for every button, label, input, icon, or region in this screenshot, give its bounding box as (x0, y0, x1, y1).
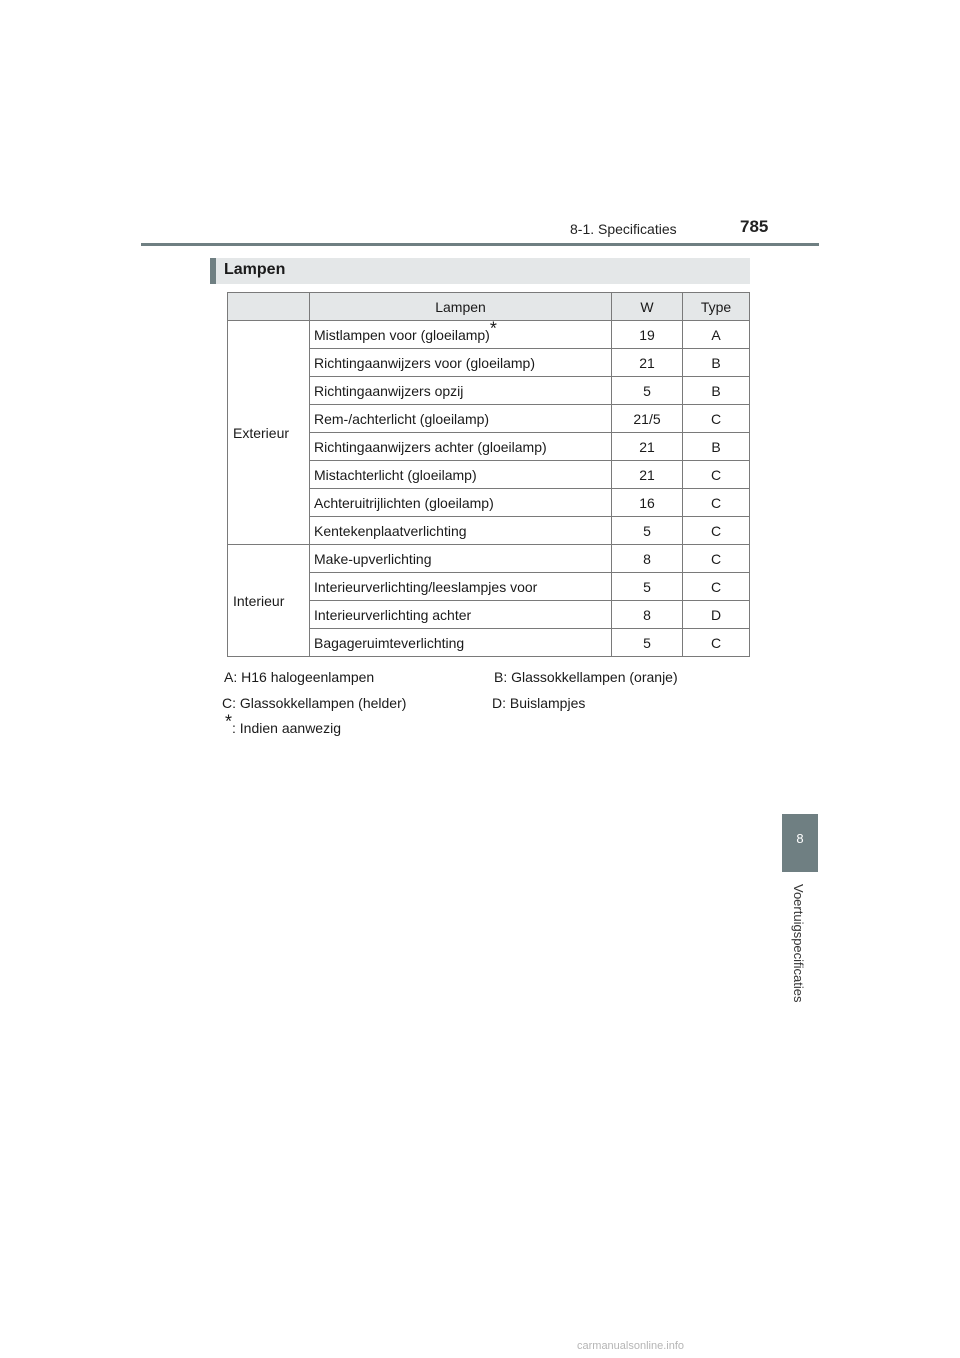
lamp-name-cell: Richtingaanwijzers achter (gloeilamp) (310, 433, 612, 461)
lamp-name-cell: Rem-/achterlicht (gloeilamp) (310, 405, 612, 433)
watt-cell: 5 (612, 629, 683, 657)
watt-cell: 5 (612, 517, 683, 545)
lamp-name-cell (310, 317, 612, 349)
page-number: 785 (740, 217, 769, 236)
type-cell: B (683, 433, 750, 461)
header-divider (141, 243, 819, 246)
watt-cell: 21 (612, 349, 683, 377)
type-cell: C (683, 629, 750, 657)
column-header-category (228, 293, 310, 321)
watt-cell: 19 (612, 321, 683, 349)
legend-c: C: Glassokkellampen (helder) (222, 695, 407, 711)
table-row (228, 321, 750, 349)
lamp-name-cell: Richtingaanwijzers opzij (310, 377, 612, 405)
lamp-name-cell: Richtingaanwijzers voor (gloeilamp) (310, 349, 612, 377)
type-cell: C (683, 517, 750, 545)
type-cell: A (683, 321, 750, 349)
type-cell: C (683, 489, 750, 517)
type-cell: C (683, 461, 750, 489)
legend-d: D: Buislampjes (492, 695, 586, 711)
footnote-marker: * (489, 317, 497, 338)
legend-a: A: H16 halogeenlampen (224, 669, 375, 685)
watt-cell: 21/5 (612, 405, 683, 433)
lamp-table (227, 292, 750, 657)
table-row (228, 545, 750, 573)
column-header-watt: W (612, 293, 683, 321)
category-cell: Exterieur (228, 321, 310, 545)
lamp-name-cell: Interieurverlichting/leeslampjes voor (310, 573, 612, 601)
category-cell: Interieur (228, 545, 310, 657)
type-cell: C (683, 573, 750, 601)
column-header-type: Type (683, 293, 750, 321)
lamp-name-cell: Bagageruimteverlichting (310, 629, 612, 657)
watt-cell: 21 (612, 433, 683, 461)
lamp-name-cell: Make-upverlichting (310, 545, 612, 573)
chapter-label: Voertuigspecificaties (791, 884, 806, 1003)
watt-cell: 5 (612, 573, 683, 601)
type-cell: B (683, 377, 750, 405)
type-cell: C (683, 405, 750, 433)
watt-cell: 8 (612, 601, 683, 629)
footnote-text: : Indien aanwezig (232, 720, 341, 736)
type-cell: C (683, 545, 750, 573)
lamp-name-cell: Mistachterlicht (gloeilamp) (310, 461, 612, 489)
footnote (225, 711, 341, 736)
lamp-name-cell: Interieurverlichting achter (310, 601, 612, 629)
type-cell: B (683, 349, 750, 377)
section-title: 8-1. Specificaties (570, 221, 677, 237)
heading-accent (210, 258, 216, 284)
footnote-star: * (225, 711, 233, 732)
type-cell: D (683, 601, 750, 629)
lamp-name-cell: Achteruitrijlichten (gloeilamp) (310, 489, 612, 517)
table-header-row (228, 293, 750, 321)
page-heading: Lampen (224, 261, 286, 278)
watt-cell: 21 (612, 461, 683, 489)
watermark: carmanualsonline.info (577, 1340, 685, 1352)
watt-cell: 5 (612, 377, 683, 405)
chapter-tab[interactable]: 8 (782, 814, 818, 872)
column-header-lamp: Lampen (310, 293, 612, 321)
lamp-name: Mistlampen voor (gloeilamp) (314, 326, 490, 343)
watt-cell: 8 (612, 545, 683, 573)
heading-bar (210, 258, 750, 284)
watt-cell: 16 (612, 489, 683, 517)
legend-b: B: Glassokkellampen (oranje) (494, 669, 678, 685)
lamp-name-cell: Kentekenplaatverlichting (310, 517, 612, 545)
